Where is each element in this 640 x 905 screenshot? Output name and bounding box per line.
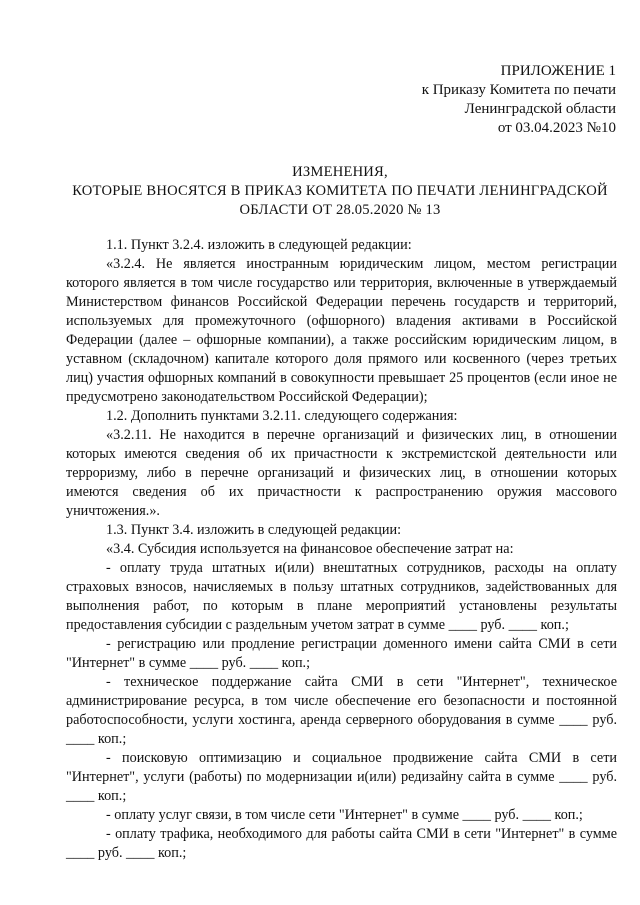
title-line-3: ОБЛАСТИ ОТ 28.05.2020 № 13 — [239, 202, 441, 218]
appendix-region: Ленинградской области — [464, 101, 616, 117]
paragraph-3-2-4: «3.2.4. Не является иностранным юридическим лицом, местом регистрации которого является в том числе государство или территория, включенные в утверждаемый Министерством финансов Российской Федерации перечень государств и территорий, используемых для промежуточного (офшорного) владения активами в Российской Федерации (далее – офшорные компании), а также российским юридическим лицом, в уставном (складочном) капитале которого доля прямого или косвенного (через третьих лиц) участия офшорных компаний в совокупности превышает 25 процентов (если иное не предусмотрено законодательством Российской Федерации); — [66, 256, 617, 405]
paragraph-3-4: «3.4. Субсидия используется на финансовое обеспечение затрат на: — [106, 541, 514, 557]
appendix-order-ref: к Приказу Комитета по печати — [421, 82, 616, 98]
paragraph-1-1: 1.1. Пункт 3.2.4. изложить в следующей редакции: — [106, 237, 412, 253]
document-body — [66, 236, 617, 863]
paragraph-1-3: 1.3. Пункт 3.4. изложить в следующей редакции: — [106, 522, 402, 538]
list-item-tech-support: - техническое поддержание сайта СМИ в сети "Интернет", техническое администрирование ресурса, в том числе обеспечение его безопасности и постоянной работоспособности, услуги хостинга, аренда серверного оборудования в сумме ____ руб. ____ коп.; — [66, 674, 617, 747]
appendix-title: ПРИЛОЖЕНИЕ 1 — [500, 63, 616, 79]
list-item-communication: - оплату услуг связи, в том числе сети "Интернет" в сумме ____ руб. ____ коп.; — [106, 807, 583, 823]
paragraph-1-2: 1.2. Дополнить пунктами 3.2.11. следующего содержания: — [106, 408, 458, 424]
list-item-seo: - поисковую оптимизацию и социальное продвижение сайта СМИ в сети "Интернет", услуги (работы) по модернизации и(или) редизайну сайта в сумме ____ руб. ____ коп.; — [66, 750, 617, 804]
document-title — [40, 163, 640, 220]
title-line-2: КОТОРЫЕ ВНОСЯТСЯ В ПРИКАЗ КОМИТЕТА ПО ПЕЧАТИ ЛЕНИНГРАДСКОЙ — [72, 183, 608, 199]
list-item-salary: - оплату труда штатных и(или) внештатных сотрудников, расходы на оплату страховых взносов, начисляемых в пользу штатных сотрудников, задействованных для выполнения работ, по которым в плане мероприятий установлены результаты предоставления субсидии с раздельным учетом затрат в сумме ____ руб. ____ коп.; — [66, 560, 617, 633]
appendix-header — [316, 62, 616, 138]
title-line-1: ИЗМЕНЕНИЯ, — [292, 164, 388, 180]
appendix-date: от 03.04.2023 №10 — [497, 120, 616, 136]
list-item-traffic: - оплату трафика, необходимого для работы сайта СМИ в сети "Интернет" в сумме ____ руб. ____ коп.; — [66, 826, 617, 861]
paragraph-3-2-11: «3.2.11. Не находится в перечне организаций и физических лиц, в отношении которых имеются сведения об их причастности к экстремистской деятельности или терроризму, либо в перечне организаций и физических лиц, в отношении которых имеются сведения об их причастности к распространению оружия массового уничтожения.». — [66, 427, 617, 519]
list-item-domain: - регистрацию или продление регистрации доменного имени сайта СМИ в сети "Интернет" в сумме ____ руб. ____ коп.; — [66, 636, 617, 671]
